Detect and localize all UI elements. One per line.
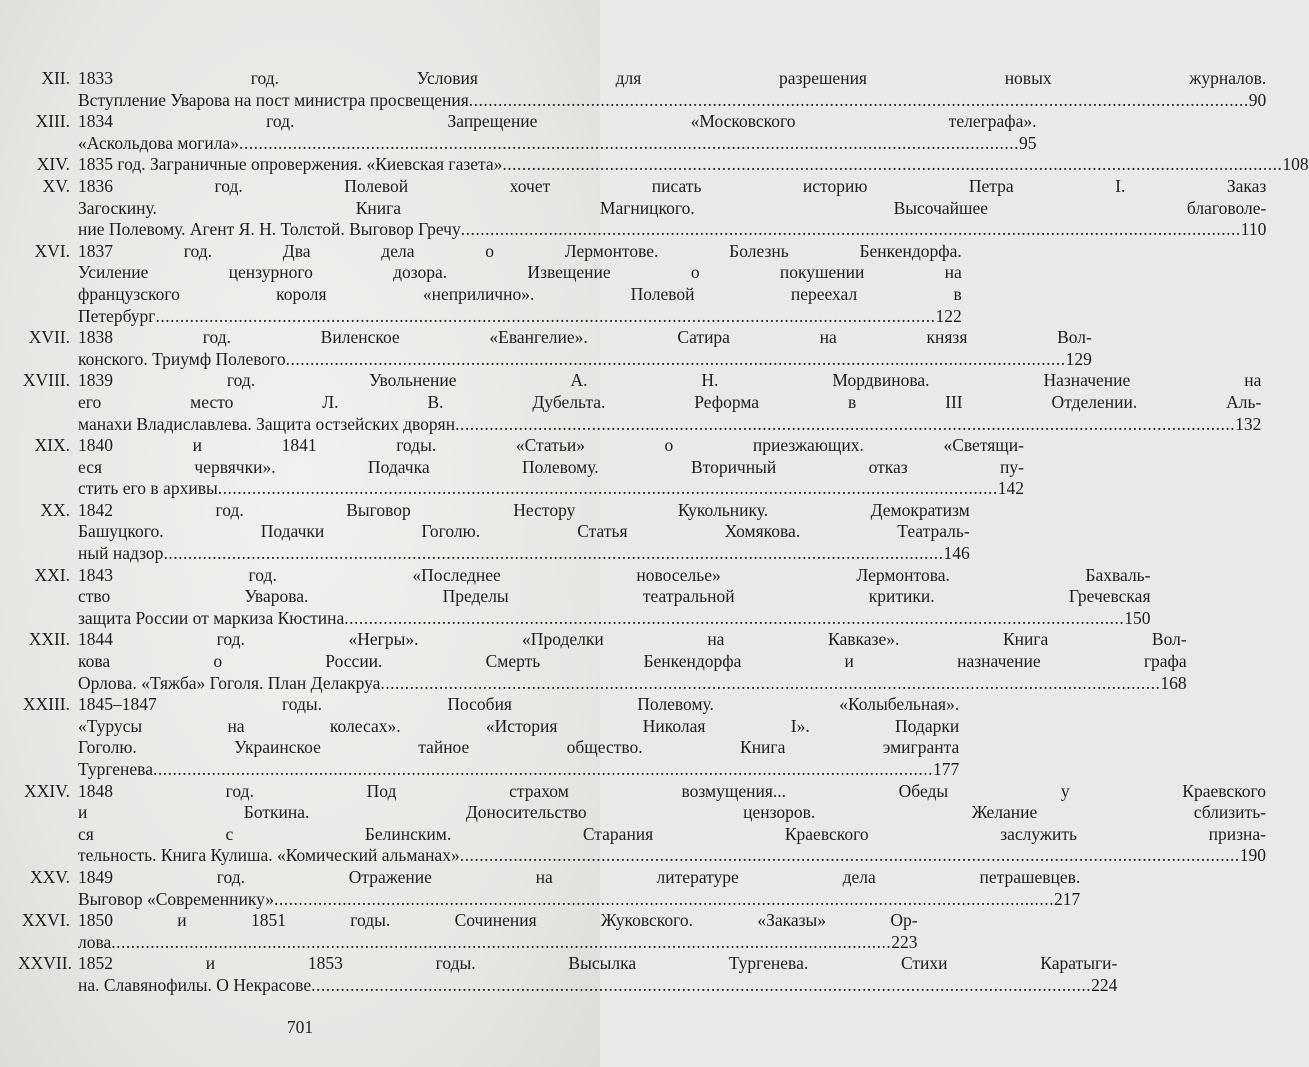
toc-entry [18,866,1081,910]
chapter-text-line: французского короля «неприлично». Полевой переехал в [78,283,962,304]
chapter-description [78,565,1151,630]
chapter-text-line: Гоголю. Украинское тайное общество. Книга эмигранта [78,737,960,758]
chapter-description [78,500,970,565]
chapter-number: XIV. [36,154,70,175]
chapter-text-line: 1838 год. Виленское «Евангелие». Сатира на князя Вол- [78,327,1092,348]
chapter-text: Петербург [78,305,156,326]
toc-entry [18,694,960,780]
chapter-text-line: 1839 год. Увольнение А. Н. Мордвинова. Назначение на [78,370,1262,391]
page-number: 701 [286,1017,314,1037]
chapter-text-line: 1845–1847 годы. Пособия Полевому. «Колыбельная». [78,694,960,715]
dot-leader [455,414,1235,436]
chapter-number: XV. [42,175,70,196]
page-reference: 132 [1235,413,1262,434]
toc-entry [18,327,1092,370]
chapter-number: XXII. [28,629,70,650]
chapter-text-line: 1836 год. Полевой хочет писать историю Петра I. Заказ [78,175,1267,196]
chapter-text-line: 1834 год. Запрещение «Московского телеграфа». [78,111,1037,132]
chapter-text-line [78,349,1092,371]
chapter-text-line: 1842 год. Выговор Нестору Кукольнику. Демократизм [78,499,970,520]
chapter-number: XXI. [34,564,70,585]
toc-entry [18,370,1262,435]
chapter-text-line: и Боткина. Доносительство цензоров. Желание сблизить- [78,802,1267,823]
page-reference: 129 [1065,348,1092,369]
dot-leader [218,478,998,500]
chapter-description [78,111,1037,154]
chapter-text: стить его в архивы [78,478,218,499]
dot-leader [286,349,1066,371]
chapter-text-line: кова о России. Смерть Бенкендорфа и назначение графа [78,651,1187,672]
chapter-text-line [78,133,1037,155]
table-of-contents [18,68,1309,997]
chapter-text-line [78,759,959,781]
chapter-text-line [78,608,1151,630]
toc-entry [18,240,962,327]
chapter-description [78,781,1266,867]
chapter-number: XII. [41,68,70,88]
dot-leader [461,219,1241,241]
chapter-text: ние Полевому. Агент Я. Н. Толстой. Выговор Гречу [78,219,461,240]
toc-entry [18,175,1267,241]
dot-leader [163,543,943,565]
chapter-number: XVIII. [22,370,70,391]
chapter-text-line: Загоскину. Книга Магницкого. Высочайшее благоволе- [78,197,1267,218]
chapter-text-line: ство Уварова. Пределы театральной критики. Гречевская [78,586,1151,607]
chapter-text-line: «Турусы на колесах». «История Николая I». Подарки [78,715,960,736]
chapter-text-line: 1843 год. «Последнее новоселье» Лермонтова. Бахваль- [78,564,1151,585]
page-reference: 168 [1160,672,1187,693]
toc-entry [18,910,918,953]
dot-leader [502,154,1282,176]
chapter-text: конского. Триумф Полевого [78,348,286,369]
chapter-text: 1835 год. Заграничные опровержения. «Киевская газета» [78,154,503,175]
chapter-text-line: еся червячки». Подачка Полевому. Вторичный отказ пу- [78,456,1024,477]
chapter-text-line: 1850 и 1851 годы. Сочинения Жуковского. «Заказы» Ор- [78,910,918,931]
dot-leader [380,673,1160,695]
chapter-number: XIX. [34,435,70,456]
chapter-description [78,910,918,953]
chapter-text-line: 1840 и 1841 годы. «Статьи» о приезжающих. «Светящи- [78,435,1024,456]
page-reference: 90 [1248,89,1267,110]
toc-entry [18,780,1267,867]
dot-leader [153,759,933,781]
chapter-description [78,435,1024,500]
chapter-text-line: Усиление цензурного дозора. Извещение о покушении на [78,262,962,283]
chapter-text-line [78,889,1080,911]
page-reference: 150 [1124,607,1151,628]
chapter-text: манахи Владиславлева. Защита остзейских дворян [78,413,456,434]
chapter-text-line: 1852 и 1853 годы. Высылка Тургенева. Стихи Каратыги- [78,953,1118,974]
toc-entry [18,111,1037,154]
toc-entry [18,564,1151,630]
chapter-text-line: 1837 год. Два дела о Лермонтове. Болезнь Бенкендорфа. [78,240,962,261]
chapter-text-line [78,154,1309,176]
page-reference: 108 [1282,154,1309,175]
dot-leader [156,306,936,328]
chapter-text-line [78,219,1266,241]
chapter-text-line [78,414,1261,436]
chapter-text-line: 1833 год. Условия для разрешения новых журналов. [78,68,1267,88]
page-reference: 224 [1091,974,1118,995]
chapter-text: Выговор «Современнику» [78,888,275,909]
chapter-description [78,68,1266,111]
chapter-text: Орлова. «Тяжба» Гоголя. План Делакруа [78,672,381,693]
chapter-text-line [78,932,918,954]
chapter-number: XVI. [34,240,70,261]
chapter-text-line [78,975,1117,997]
chapter-text: защита России от маркиза Кюстина [78,607,345,628]
page-reference: 190 [1239,845,1267,866]
chapter-text-line [78,845,1266,867]
chapter-number: XXVI. [21,910,70,931]
page-reference: 95 [1019,132,1037,153]
page-reference: 217 [1054,888,1081,909]
dot-leader [469,90,1249,112]
chapter-text-line [78,478,1024,500]
chapter-text-line [78,543,970,565]
chapter-text-line [78,673,1187,695]
chapter-description [78,370,1261,435]
toc-entry [18,68,1267,111]
chapter-text-line: его место Л. В. Дубельта. Реформа в III Отделении. Аль- [78,391,1262,412]
toc-entry [18,499,970,565]
dot-leader [111,932,891,954]
dot-leader [274,889,1054,911]
page-reference: 122 [935,305,962,326]
chapter-number: XVII. [28,327,70,348]
dot-leader [460,845,1240,867]
chapter-text: Вступление Уварова на пост министра просвещения [78,89,469,110]
chapter-text-line: Башуцкого. Подачки Гоголю. Статья Хомякова. Театраль- [78,521,970,542]
chapter-number: XIII. [35,111,70,132]
chapter-description [78,953,1117,996]
dot-leader [239,133,1019,155]
toc-entry [18,629,1187,694]
chapter-text: лова [78,931,112,952]
chapter-text-line [78,90,1266,112]
toc-entry [18,435,1024,500]
chapter-text-line: 1844 год. «Негры». «Проделки на Кавказе». Книга Вол- [78,629,1187,650]
chapter-number: XXIII. [22,694,70,715]
chapter-number: XXV. [29,866,70,887]
chapter-description [78,241,962,327]
chapter-description [78,176,1266,241]
dot-leader [311,975,1091,997]
chapter-text: Тургенева [78,759,153,779]
toc-entry [18,953,1118,996]
chapter-text: ный надзор [78,543,164,564]
chapter-text-line: 1849 год. Отражение на литературе дела петрашевцев. [78,866,1081,887]
chapter-description [78,867,1080,910]
page-reference: 223 [891,931,918,952]
chapter-text: на. Славянофилы. О Некрасове [78,974,312,995]
page-reference: 146 [943,543,970,564]
chapter-text: «Аскольдова могила» [78,132,240,153]
chapter-number: XX. [40,499,70,520]
chapter-text: тельность. Книга Кулиша. «Комический альманах» [78,845,460,866]
chapter-number: XXIV. [24,780,70,801]
chapter-text-line: ся с Белинским. Старания Краевского заслужить призна- [78,823,1267,844]
page-reference: 142 [997,478,1024,499]
chapter-description [78,327,1092,370]
page-reference: 110 [1240,219,1267,240]
chapter-text-line [78,306,962,328]
toc-entry [18,154,1309,176]
chapter-description [78,694,959,780]
dot-leader [344,608,1124,630]
chapter-description [78,629,1187,694]
chapter-description [78,154,1309,176]
page-reference: 177 [932,759,960,779]
chapter-text-line: 1848 год. Под страхом возмущения... Обеды у Краевского [78,780,1267,801]
chapter-number: XXVII. [18,953,72,974]
